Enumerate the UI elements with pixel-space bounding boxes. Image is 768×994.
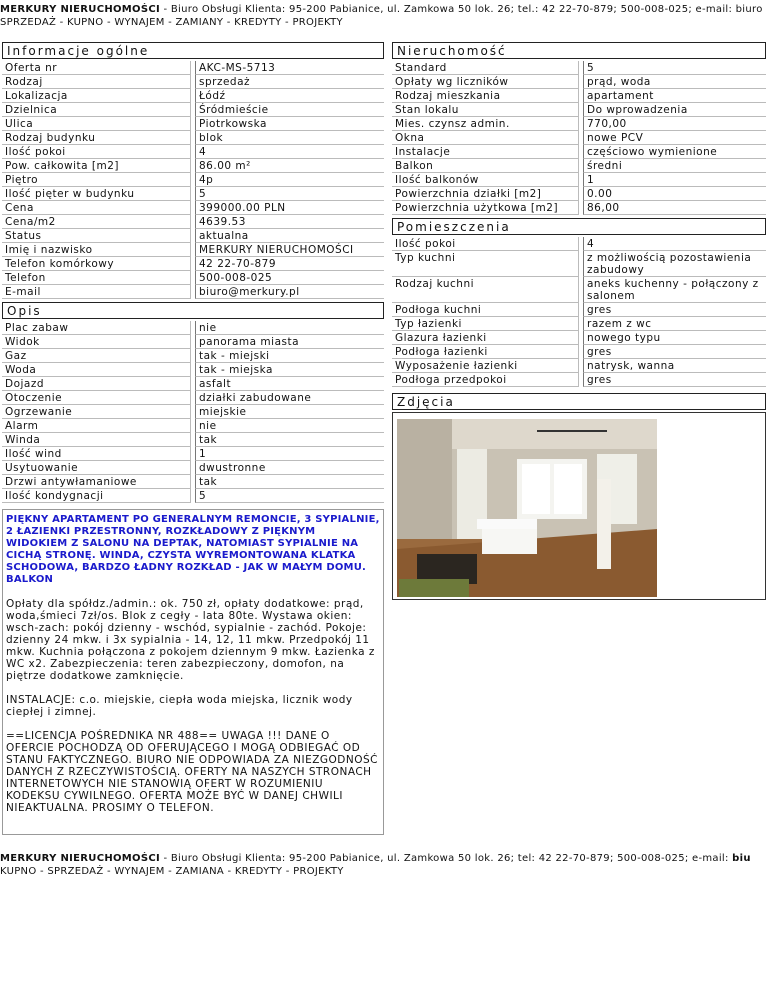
field-value: nie bbox=[195, 419, 384, 433]
field-value: 5 bbox=[195, 187, 384, 201]
field-value: z możliwością pozostawienia zabudowy bbox=[583, 251, 766, 277]
field-value: tak bbox=[195, 475, 384, 489]
field-value: razem z wc bbox=[583, 317, 766, 331]
field-label: Mies. czynsz admin. bbox=[392, 117, 579, 131]
field-value: 4639.53 bbox=[195, 215, 384, 229]
field-label: Pow. całkowita [m2] bbox=[2, 159, 191, 173]
field-value: sprzedaż bbox=[195, 75, 384, 89]
field-label: Glazura łazienki bbox=[392, 331, 579, 345]
general-row bbox=[2, 243, 384, 257]
field-label: Usytuowanie bbox=[2, 461, 191, 475]
field-label: Telefon bbox=[2, 271, 191, 285]
general-row bbox=[2, 201, 384, 215]
left-column bbox=[2, 42, 384, 835]
field-value: panorama miasta bbox=[195, 335, 384, 349]
field-label: Podłoga przedpokoi bbox=[392, 373, 579, 387]
rooms-row bbox=[392, 359, 766, 373]
footer-services: KUPNO - SPRZEDAŻ - WYNAJEM - ZAMIANA - KREDYTY - PROJEKTY bbox=[0, 866, 344, 877]
description-row bbox=[2, 433, 384, 447]
field-value: MERKURY NIERUCHOMOŚCI bbox=[195, 243, 384, 257]
apartment-photo[interactable] bbox=[397, 419, 657, 597]
field-value: 500-008-025 bbox=[195, 271, 384, 285]
section-title-description: Opis bbox=[2, 302, 384, 319]
general-table bbox=[2, 61, 384, 299]
rooms-row bbox=[392, 303, 766, 317]
field-value: aneks kuchenny - połączony z salonem bbox=[583, 277, 766, 303]
field-value: Do wprowadzenia bbox=[583, 103, 766, 117]
field-value: gres bbox=[583, 303, 766, 317]
rooms-row bbox=[392, 331, 766, 345]
field-value: 1 bbox=[583, 173, 766, 187]
field-label: Powierzchnia użytkowa [m2] bbox=[392, 201, 579, 215]
field-value: Łódź bbox=[195, 89, 384, 103]
right-column bbox=[392, 42, 766, 600]
field-value: gres bbox=[583, 345, 766, 359]
description-row bbox=[2, 447, 384, 461]
section-title-general: Informacje ogólne bbox=[2, 42, 384, 59]
field-label: Plac zabaw bbox=[2, 321, 191, 335]
field-label: Cena bbox=[2, 201, 191, 215]
section-title-property: Nieruchomość bbox=[392, 42, 766, 59]
agency-services: SPRZEDAŻ - KUPNO - WYNAJEM - ZAMIANY - KREDYTY - PROJEKTY bbox=[0, 17, 343, 28]
field-label: Podłoga kuchni bbox=[392, 303, 579, 317]
rooms-row bbox=[392, 345, 766, 359]
general-row bbox=[2, 285, 384, 299]
field-label: Otoczenie bbox=[2, 391, 191, 405]
field-label: Woda bbox=[2, 363, 191, 377]
field-value: blok bbox=[195, 131, 384, 145]
general-row bbox=[2, 173, 384, 187]
field-label: Balkon bbox=[392, 159, 579, 173]
rooms-row bbox=[392, 237, 766, 251]
general-row bbox=[2, 117, 384, 131]
field-label: Lokalizacja bbox=[2, 89, 191, 103]
property-row bbox=[392, 75, 766, 89]
field-label: Wyposażenie łazienki bbox=[392, 359, 579, 373]
field-label: Instalacje bbox=[392, 145, 579, 159]
property-row bbox=[392, 117, 766, 131]
field-label: Alarm bbox=[2, 419, 191, 433]
property-row bbox=[392, 145, 766, 159]
field-label: Ogrzewanie bbox=[2, 405, 191, 419]
general-row bbox=[2, 89, 384, 103]
field-label: Telefon komórkowy bbox=[2, 257, 191, 271]
description-row bbox=[2, 489, 384, 503]
page-header bbox=[0, 3, 768, 29]
field-label: Opłaty wg liczników bbox=[392, 75, 579, 89]
description-row bbox=[2, 321, 384, 335]
rooms-row bbox=[392, 373, 766, 387]
property-row bbox=[392, 131, 766, 145]
field-value: aktualna bbox=[195, 229, 384, 243]
property-row bbox=[392, 173, 766, 187]
field-value: asfalt bbox=[195, 377, 384, 391]
field-label: Status bbox=[2, 229, 191, 243]
description-table bbox=[2, 321, 384, 503]
general-row bbox=[2, 271, 384, 285]
field-value: 770,00 bbox=[583, 117, 766, 131]
field-value: 399000.00 PLN bbox=[195, 201, 384, 215]
field-value: 4p bbox=[195, 173, 384, 187]
field-label: Okna bbox=[392, 131, 579, 145]
description-paragraph-fees: Opłaty dla spółdz./admin.: ok. 750 zł, opłaty dodatkowe: prąd, woda,śmieci 7zł/os. Blok z cegły - lata 80te. Wystawa okien: wsch-zach: pokój dzienny - wschód, sypialnie - zachód. Pokoje: dzienny 24 mkw. i 3x sypialnia - 14, 12, 11 mkw. Przedpokój 11 mkw. Kuchnia połączona z pokojem dziennym 9 mkw. Łazienka z WC x2. Zabezpieczenia: teren zabezpieczony, domofon, na piętrze dodatkowe zamknięcie. bbox=[6, 598, 375, 682]
field-label: Imię i nazwisko bbox=[2, 243, 191, 257]
field-value: miejskie bbox=[195, 405, 384, 419]
field-label: Typ łazienki bbox=[392, 317, 579, 331]
field-label: Cena/m2 bbox=[2, 215, 191, 229]
field-label: Rodzaj mieszkania bbox=[392, 89, 579, 103]
property-row bbox=[392, 61, 766, 75]
general-row bbox=[2, 215, 384, 229]
field-label: Ilość pięter w budynku bbox=[2, 187, 191, 201]
rooms-row bbox=[392, 251, 766, 277]
description-row bbox=[2, 391, 384, 405]
field-value: 42 22-70-879 bbox=[195, 257, 384, 271]
field-value: tak bbox=[195, 433, 384, 447]
field-label: Ilość wind bbox=[2, 447, 191, 461]
field-label: Ilość pokoi bbox=[2, 145, 191, 159]
general-row bbox=[2, 103, 384, 117]
photo-gallery bbox=[392, 412, 766, 600]
footer-agency-name: MERKURY NIERUCHOMOŚCI bbox=[0, 853, 161, 864]
field-value: AKC-MS-5713 bbox=[195, 61, 384, 75]
page-footer bbox=[0, 852, 768, 878]
field-value: 5 bbox=[583, 61, 766, 75]
field-label: Rodzaj bbox=[2, 75, 191, 89]
field-label: Ulica bbox=[2, 117, 191, 131]
description-row bbox=[2, 349, 384, 363]
field-value: Śródmieście bbox=[195, 103, 384, 117]
field-label: Oferta nr bbox=[2, 61, 191, 75]
description-row bbox=[2, 335, 384, 349]
field-label: Drzwi antywłamaniowe bbox=[2, 475, 191, 489]
field-value: 0.00 bbox=[583, 187, 766, 201]
field-value: 4 bbox=[583, 237, 766, 251]
rooms-row bbox=[392, 317, 766, 331]
field-label: Podłoga łazienki bbox=[392, 345, 579, 359]
rooms-table bbox=[392, 237, 766, 387]
rooms-row bbox=[392, 277, 766, 303]
field-value: Piotrkowska bbox=[195, 117, 384, 131]
field-value: prąd, woda bbox=[583, 75, 766, 89]
general-row bbox=[2, 61, 384, 75]
field-value: dwustronne bbox=[195, 461, 384, 475]
description-paragraph-installations: INSTALACJE: c.o. miejskie, ciepła woda miejska, licznik wody ciepłej i zimnej. bbox=[6, 694, 353, 718]
description-row bbox=[2, 377, 384, 391]
property-table bbox=[392, 61, 766, 215]
field-value: 4 bbox=[195, 145, 384, 159]
general-row bbox=[2, 187, 384, 201]
field-label: Stan lokalu bbox=[392, 103, 579, 117]
field-value: częściowo wymienione bbox=[583, 145, 766, 159]
section-title-rooms: Pomieszczenia bbox=[392, 218, 766, 235]
description-paragraph-disclaimer: ==LICENCJA POŚREDNIKA NR 488== UWAGA !!! DANE O OFERCIE POCHODZĄ OD OFERUJĄCEGO I MOGĄ ODBIEGAĆ OD STANU FAKTYCZNEGO. BIURO NIE ODPOWIADA ZA NIEZGODNOŚĆ DANYCH Z RZECZYWISTOŚCIĄ. OFERTY NA NASZYCH STRONACH INTERNETOWYCH NIE STANOWIĄ OFERT W ROZUMIENIU KODEKSU CYWILNEGO. OFERTA MOŻE BYĆ W DANEJ CHWILI NIEAKTUALNA. PROSIMY O TELEFON. bbox=[6, 730, 379, 814]
field-label: Ilość balkonów bbox=[392, 173, 579, 187]
description-highlight: PIĘKNY APARTAMENT PO GENERALNYM REMONCIE, 3 SYPIALNIE, 2 ŁAZIENKI PRZESTRONNY, ROZKŁADOWY Z PIĘKNYM WIDOKIEM Z SALONU NA DEPTAK, NATOMIAST SYPIALNIE NA CICHĄ STRONĘ. WINDA, CZYSTA WYREMONTOWANA KLATKA SCHODOWA, BARDZO ŁADNY ROZKŁAD - JAK W MAŁYM DOMU. BALKON bbox=[6, 514, 380, 585]
field-label: Winda bbox=[2, 433, 191, 447]
field-label: Gaz bbox=[2, 349, 191, 363]
general-row bbox=[2, 257, 384, 271]
field-value: średni bbox=[583, 159, 766, 173]
field-value: działki zabudowane bbox=[195, 391, 384, 405]
field-label: Standard bbox=[392, 61, 579, 75]
general-row bbox=[2, 131, 384, 145]
field-value: nie bbox=[195, 321, 384, 335]
field-value: apartament bbox=[583, 89, 766, 103]
field-label: Ilość kondygnacji bbox=[2, 489, 191, 503]
field-label: Ilość pokoi bbox=[392, 237, 579, 251]
field-label: Dojazd bbox=[2, 377, 191, 391]
field-label: Dzielnica bbox=[2, 103, 191, 117]
field-label: Typ kuchni bbox=[392, 251, 579, 277]
footer-email-tail: biu bbox=[732, 853, 751, 864]
general-row bbox=[2, 145, 384, 159]
description-row bbox=[2, 475, 384, 489]
field-label: Rodzaj kuchni bbox=[392, 277, 579, 303]
field-value: biuro@merkury.pl bbox=[195, 285, 384, 299]
agency-name: MERKURY NIERUCHOMOŚCI bbox=[0, 4, 161, 15]
agency-contact: - Biuro Obsługi Klienta: 95-200 Pabianice, ul. Zamkowa 50 lok. 26; tel.: 42 22-70-879; 500-008-025; e-mail: biuro bbox=[160, 4, 763, 15]
description-row bbox=[2, 461, 384, 475]
property-row bbox=[392, 201, 766, 215]
property-row bbox=[392, 103, 766, 117]
general-row bbox=[2, 75, 384, 89]
field-label: Rodzaj budynku bbox=[2, 131, 191, 145]
field-value: 5 bbox=[195, 489, 384, 503]
footer-agency-contact: - Biuro Obsługi Klienta: 95-200 Pabianice, ul. Zamkowa 50 lok. 26; tel: 42 22-70-879; 500-008-025; e-mail: bbox=[160, 853, 733, 864]
field-value: nowego typu bbox=[583, 331, 766, 345]
field-value: natrysk, wanna bbox=[583, 359, 766, 373]
field-value: gres bbox=[583, 373, 766, 387]
field-label: Powierzchnia działki [m2] bbox=[392, 187, 579, 201]
field-value: 86,00 bbox=[583, 201, 766, 215]
field-value: nowe PCV bbox=[583, 131, 766, 145]
general-row bbox=[2, 229, 384, 243]
description-row bbox=[2, 363, 384, 377]
property-row bbox=[392, 89, 766, 103]
field-value: 86.00 m² bbox=[195, 159, 384, 173]
field-label: Widok bbox=[2, 335, 191, 349]
section-title-photos: Zdjęcia bbox=[392, 393, 766, 410]
field-value: tak - miejska bbox=[195, 363, 384, 377]
description-row bbox=[2, 419, 384, 433]
field-value: tak - miejski bbox=[195, 349, 384, 363]
field-label: E-mail bbox=[2, 285, 191, 299]
field-value: 1 bbox=[195, 447, 384, 461]
description-row bbox=[2, 405, 384, 419]
property-row bbox=[392, 187, 766, 201]
general-row bbox=[2, 159, 384, 173]
property-row bbox=[392, 159, 766, 173]
field-label: Piętro bbox=[2, 173, 191, 187]
description-text-box bbox=[2, 509, 384, 835]
